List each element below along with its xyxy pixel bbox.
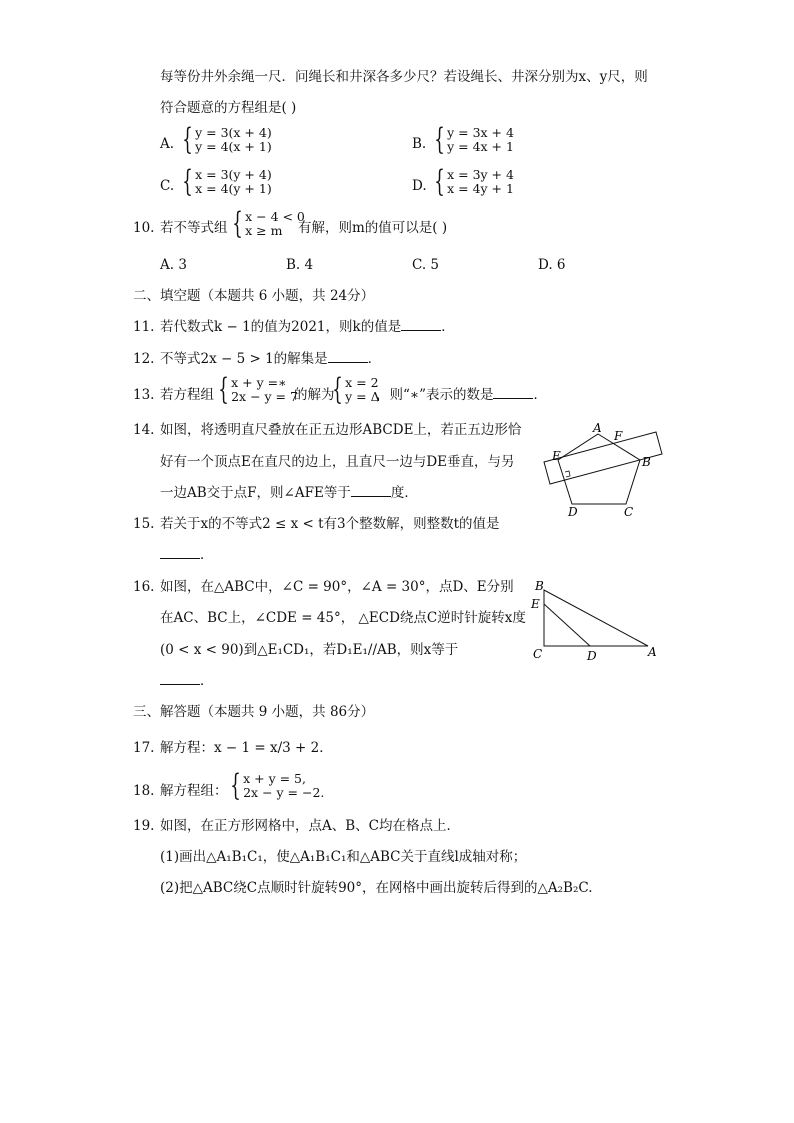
q9-b-eq2: y = 4x + 1: [447, 139, 514, 154]
q12-end: ．: [367, 351, 382, 367]
q10-option-b[interactable]: B. 4: [286, 257, 314, 273]
q13-mid: 的解为: [294, 387, 335, 403]
q9-option-c[interactable]: [160, 177, 174, 195]
pentagon-abcde: [558, 434, 640, 504]
q9-line2: 符合题意的方程组是( ): [160, 100, 297, 116]
q19-number: 19.: [133, 818, 155, 834]
q18-system: [226, 768, 325, 803]
q9-option-d[interactable]: [412, 177, 427, 195]
q13-sol1: x = 2: [345, 375, 379, 390]
q15-answer-line: [160, 546, 214, 564]
q19-sub1: (1)画出△A₁B₁C₁，使△A₁B₁C₁和△ABC关于直线l成轴对称；: [160, 849, 527, 865]
brace-icon: {: [230, 768, 241, 803]
brace-icon: {: [182, 122, 193, 157]
q14-figure: [538, 420, 668, 520]
q10-number: 10.: [133, 220, 155, 236]
q18-number: 18.: [133, 783, 155, 799]
label-e: E: [531, 597, 540, 611]
q12-answer-blank[interactable]: [328, 350, 368, 363]
q10-eq1: x − 4 < 0: [245, 209, 305, 224]
label-d: D: [587, 649, 597, 663]
q9-option-c-system: [178, 164, 272, 199]
q19-text: 如图，在正方形网格中，点A、B、C均在格点上．: [160, 818, 460, 834]
brace-icon: {: [218, 372, 229, 407]
q9-d-eq2: x = 4y + 1: [447, 181, 514, 196]
q12-text: [160, 350, 381, 368]
q10-post: 有解，则m的值可以是( ): [298, 220, 448, 236]
q14-number: 14.: [133, 422, 155, 438]
q16-line1: 如图，在△ABC中，∠C = 90°，∠A = 30°，点D、E分别: [160, 579, 514, 595]
q9-a-eq1: y = 3(x + 4): [195, 125, 272, 140]
right-angle-mark: [565, 471, 570, 477]
label-f: F: [614, 429, 623, 443]
q11-stem: 若代数式k − 1的值为2021，则k的值是: [160, 319, 402, 335]
q16-line3: (0 < x < 90)到△E₁CD₁，若D₁E₁//AB，则x等于: [160, 642, 459, 658]
q14-line2: 好有一个顶点E在直尺的边上，且直尺一边与DE垂直，与另: [160, 454, 515, 470]
q17-text: 解方程：x − 1 = x/3 + 2．: [160, 740, 333, 756]
q10-eq2: x ≥ m: [245, 223, 283, 238]
q16-number: 16.: [133, 579, 155, 595]
q9-c-eq1: x = 3(y + 4): [195, 167, 272, 182]
q10-option-c[interactable]: C. 5: [412, 257, 440, 273]
q10-pre: 若不等式组: [160, 220, 228, 236]
label-c: C: [624, 505, 634, 519]
q14-line1: 如图，将透明直尺叠放在正五边形ABCDE上，若正五边形恰: [160, 422, 522, 438]
q18-pre: 解方程组：: [160, 783, 228, 799]
q12-stem: 不等式2x − 5 > 1的解集是: [160, 351, 328, 367]
q16-answer-line: [160, 672, 214, 690]
label-d: D: [568, 505, 578, 519]
brace-icon: {: [434, 122, 445, 157]
label-b: B: [535, 579, 544, 593]
q13-end: ．: [533, 387, 547, 403]
label-e: E: [552, 449, 561, 463]
q13-eq1: x + y =∗: [231, 375, 287, 390]
brace-icon: {: [182, 164, 193, 199]
q18-eq1: x + y = 5,: [243, 771, 306, 786]
q9-option-b-system: [430, 122, 514, 157]
q9-d-eq1: x = 3y + 4: [447, 167, 514, 182]
q9-option-c-label: C.: [160, 178, 175, 194]
q11-answer-blank[interactable]: [401, 318, 441, 331]
q13-solution: [328, 372, 380, 407]
label-c: C: [533, 647, 543, 661]
q18-eq2: 2x − y = −2.: [243, 785, 325, 800]
q13-pre: 若方程组: [160, 387, 214, 403]
label-a: A: [593, 421, 602, 435]
q13-post: [376, 386, 547, 404]
q9-line1: 每等份井外余绳一尺．问绳长和井深各多少尺？若设绳长、井深分别为x、y尺，则: [160, 69, 648, 85]
q16-answer-blank[interactable]: [160, 672, 200, 685]
q13-number: 13.: [133, 387, 155, 403]
q17-number: 17.: [133, 740, 155, 756]
q13-eq2: 2x − y = 7: [231, 389, 298, 404]
label-a: A: [648, 645, 657, 659]
q16-end: ．: [200, 673, 214, 689]
q11-end: ．: [441, 319, 455, 335]
q13-sol2: y = Δ: [345, 389, 380, 404]
segment-ed: [544, 604, 590, 646]
q9-option-d-label: D.: [412, 178, 427, 194]
q13-answer-blank[interactable]: [493, 386, 533, 399]
brace-icon: {: [434, 164, 445, 199]
q12-number: 12.: [133, 351, 155, 367]
q9-option-a-label: A.: [160, 136, 175, 152]
q14-answer-blank[interactable]: [351, 484, 391, 497]
q9-c-eq2: x = 4(y + 1): [195, 181, 272, 196]
q19-sub2: (2)把△ABC绕C点顺时针旋转90°，在网格中画出旋转后得到的△A₂B₂C.: [160, 880, 593, 896]
q11-text: [160, 318, 455, 336]
q13-system: [214, 372, 298, 407]
section-fill-in-heading: 二、填空题（本题共 6 小题，共 24分）: [133, 288, 375, 304]
q9-a-eq2: y = 4(x + 1): [195, 139, 272, 154]
q14-line3a: 一边AB交于点F，则∠AFE等于: [160, 485, 351, 501]
q9-option-a-system: [178, 122, 272, 157]
q16-line2: 在AC、BC上，∠CDE = 45°， △ECD绕点C逆时针旋转x度: [160, 610, 526, 626]
q16-figure: [530, 578, 660, 663]
q13-post-text: ，则“∗”表示的数是: [376, 387, 494, 403]
q9-option-b-label: B.: [412, 136, 427, 152]
section-solve-heading: 三、解答题（本题共 9 小题，共 86分）: [133, 704, 375, 720]
label-b: B: [642, 455, 651, 469]
q15-number: 15.: [133, 516, 155, 532]
q15-answer-blank[interactable]: [160, 546, 200, 559]
q10-system: [228, 206, 305, 241]
q9-b-eq1: y = 3x + 4: [447, 125, 514, 140]
brace-icon: {: [332, 372, 343, 407]
brace-icon: {: [232, 206, 243, 241]
q14-line3b: 度．: [390, 485, 418, 501]
q11-number: 11.: [133, 319, 155, 335]
q9-option-b[interactable]: [412, 135, 426, 153]
q15-end: ．: [200, 547, 214, 563]
q10-option-d[interactable]: D. 6: [538, 257, 566, 273]
q14-line3: [160, 484, 418, 502]
q15-text: 若关于x的不等式2 ≤ x < t有3个整数解，则整数t的值是: [160, 516, 500, 532]
q10-option-a[interactable]: A. 3: [160, 257, 187, 273]
q9-option-a[interactable]: [160, 135, 174, 153]
q9-option-d-system: [430, 164, 514, 199]
